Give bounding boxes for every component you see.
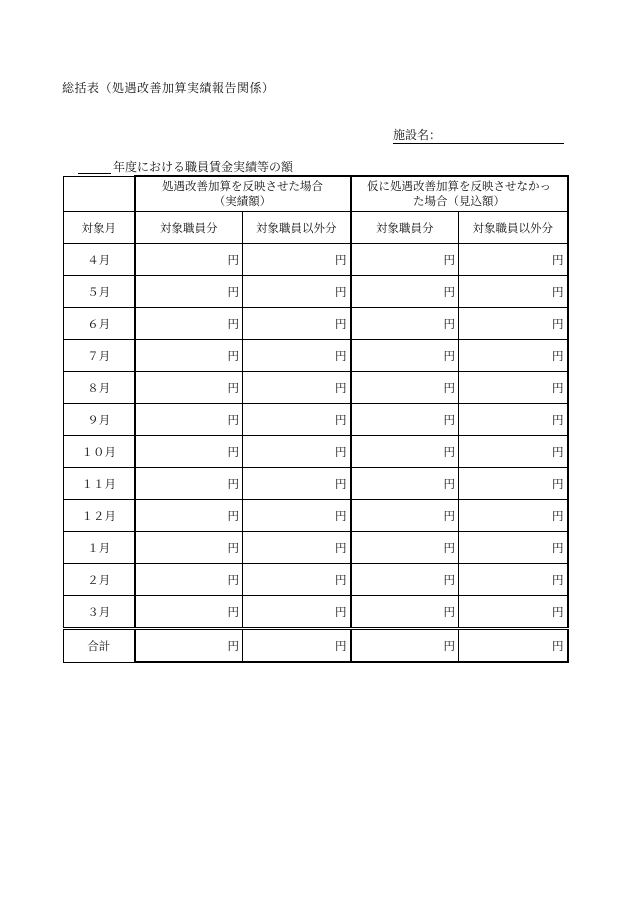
amount-cell[interactable]: 円 bbox=[243, 404, 351, 436]
table-row bbox=[64, 596, 568, 629]
amount-cell[interactable]: 円 bbox=[135, 372, 243, 404]
month-cell: ５月 bbox=[64, 276, 135, 308]
amount-cell[interactable]: 円 bbox=[351, 532, 459, 564]
amount-cell[interactable]: 円 bbox=[135, 500, 243, 532]
month-cell: １２月 bbox=[64, 500, 135, 532]
sub-header-actual-other: 対象職員以外分 bbox=[243, 212, 351, 244]
section-label: 年度における職員賃金実績等の額 bbox=[113, 160, 294, 174]
table-row bbox=[64, 500, 568, 532]
year-blank[interactable] bbox=[78, 160, 111, 174]
amount-cell[interactable]: 円 bbox=[351, 372, 459, 404]
amount-cell[interactable]: 円 bbox=[135, 468, 243, 500]
amount-cell[interactable]: 円 bbox=[351, 404, 459, 436]
table-row bbox=[64, 532, 568, 564]
amount-cell[interactable]: 円 bbox=[459, 500, 568, 532]
amount-cell[interactable]: 円 bbox=[135, 596, 243, 629]
facility-name-field[interactable] bbox=[393, 128, 564, 144]
amount-cell[interactable]: 円 bbox=[459, 404, 568, 436]
month-cell: １０月 bbox=[64, 436, 135, 468]
amount-cell[interactable]: 円 bbox=[243, 372, 351, 404]
month-cell: ３月 bbox=[64, 596, 135, 629]
sub-header-estimated-target: 対象職員分 bbox=[351, 212, 459, 244]
amount-cell[interactable]: 円 bbox=[459, 468, 568, 500]
amount-cell[interactable]: 円 bbox=[351, 340, 459, 372]
sub-header-row bbox=[64, 212, 568, 244]
amount-cell[interactable]: 円 bbox=[243, 308, 351, 340]
wage-summary-table bbox=[63, 175, 569, 663]
amount-cell[interactable]: 円 bbox=[459, 276, 568, 308]
table-row bbox=[64, 564, 568, 596]
group-header-estimated bbox=[351, 176, 568, 212]
amount-cell[interactable]: 円 bbox=[135, 436, 243, 468]
group-header-actual bbox=[135, 176, 351, 212]
total-label: 合計 bbox=[64, 629, 135, 663]
amount-cell[interactable]: 円 bbox=[459, 564, 568, 596]
amount-cell[interactable]: 円 bbox=[243, 436, 351, 468]
group-header-row bbox=[64, 176, 568, 212]
amount-cell[interactable]: 円 bbox=[243, 468, 351, 500]
table-row bbox=[64, 276, 568, 308]
facility-name-label: 施設名： bbox=[393, 128, 442, 142]
month-cell: ４月 bbox=[64, 244, 135, 276]
amount-cell[interactable]: 円 bbox=[459, 372, 568, 404]
amount-cell[interactable]: 円 bbox=[351, 308, 459, 340]
month-cell: １月 bbox=[64, 532, 135, 564]
table-row bbox=[64, 244, 568, 276]
total-amount-cell[interactable]: 円 bbox=[459, 629, 568, 663]
total-amount-cell[interactable]: 円 bbox=[243, 629, 351, 663]
amount-cell[interactable]: 円 bbox=[135, 276, 243, 308]
total-row bbox=[64, 629, 568, 663]
amount-cell[interactable]: 円 bbox=[243, 564, 351, 596]
sub-header-actual-target: 対象職員分 bbox=[135, 212, 243, 244]
amount-cell[interactable]: 円 bbox=[459, 532, 568, 564]
total-amount-cell[interactable]: 円 bbox=[135, 629, 243, 663]
sub-header-estimated-other: 対象職員以外分 bbox=[459, 212, 568, 244]
amount-cell[interactable]: 円 bbox=[135, 308, 243, 340]
total-amount-cell[interactable]: 円 bbox=[351, 629, 459, 663]
amount-cell[interactable]: 円 bbox=[243, 532, 351, 564]
amount-cell[interactable]: 円 bbox=[243, 244, 351, 276]
amount-cell[interactable]: 円 bbox=[243, 340, 351, 372]
amount-cell[interactable]: 円 bbox=[351, 436, 459, 468]
month-header: 対象月 bbox=[64, 212, 135, 244]
amount-cell[interactable]: 円 bbox=[459, 596, 568, 629]
amount-cell[interactable]: 円 bbox=[459, 308, 568, 340]
month-cell: ９月 bbox=[64, 404, 135, 436]
amount-cell[interactable]: 円 bbox=[243, 596, 351, 629]
amount-cell[interactable]: 円 bbox=[135, 340, 243, 372]
amount-cell[interactable]: 円 bbox=[351, 564, 459, 596]
amount-cell[interactable]: 円 bbox=[243, 276, 351, 308]
amount-cell[interactable]: 円 bbox=[351, 244, 459, 276]
amount-cell[interactable]: 円 bbox=[243, 500, 351, 532]
amount-cell[interactable]: 円 bbox=[459, 340, 568, 372]
amount-cell[interactable]: 円 bbox=[351, 276, 459, 308]
table-row bbox=[64, 340, 568, 372]
month-cell: ６月 bbox=[64, 308, 135, 340]
table-row bbox=[64, 468, 568, 500]
group-header-estimated-line2: た場合（見込額） bbox=[413, 194, 505, 208]
section-heading bbox=[78, 160, 293, 174]
month-cell: ８月 bbox=[64, 372, 135, 404]
table-row bbox=[64, 404, 568, 436]
amount-cell[interactable]: 円 bbox=[351, 468, 459, 500]
month-cell: １１月 bbox=[64, 468, 135, 500]
amount-cell[interactable]: 円 bbox=[351, 500, 459, 532]
table-row bbox=[64, 436, 568, 468]
document-title: 総括表（処遇改善加算実績報告関係） bbox=[62, 81, 275, 95]
amount-cell[interactable]: 円 bbox=[135, 564, 243, 596]
corner-cell bbox=[64, 176, 135, 212]
amount-cell[interactable]: 円 bbox=[459, 436, 568, 468]
group-header-actual-line1: 処遇改善加算を反映させた場合 bbox=[162, 179, 323, 193]
table-row bbox=[64, 308, 568, 340]
group-header-estimated-line1: 仮に処遇改善加算を反映させなかっ bbox=[367, 179, 551, 193]
amount-cell[interactable]: 円 bbox=[135, 244, 243, 276]
group-header-actual-line2: （実績額） bbox=[213, 194, 272, 208]
amount-cell[interactable]: 円 bbox=[351, 596, 459, 629]
amount-cell[interactable]: 円 bbox=[459, 244, 568, 276]
month-cell: ２月 bbox=[64, 564, 135, 596]
amount-cell[interactable]: 円 bbox=[135, 404, 243, 436]
amount-cell[interactable]: 円 bbox=[135, 532, 243, 564]
table-row bbox=[64, 372, 568, 404]
month-cell: ７月 bbox=[64, 340, 135, 372]
